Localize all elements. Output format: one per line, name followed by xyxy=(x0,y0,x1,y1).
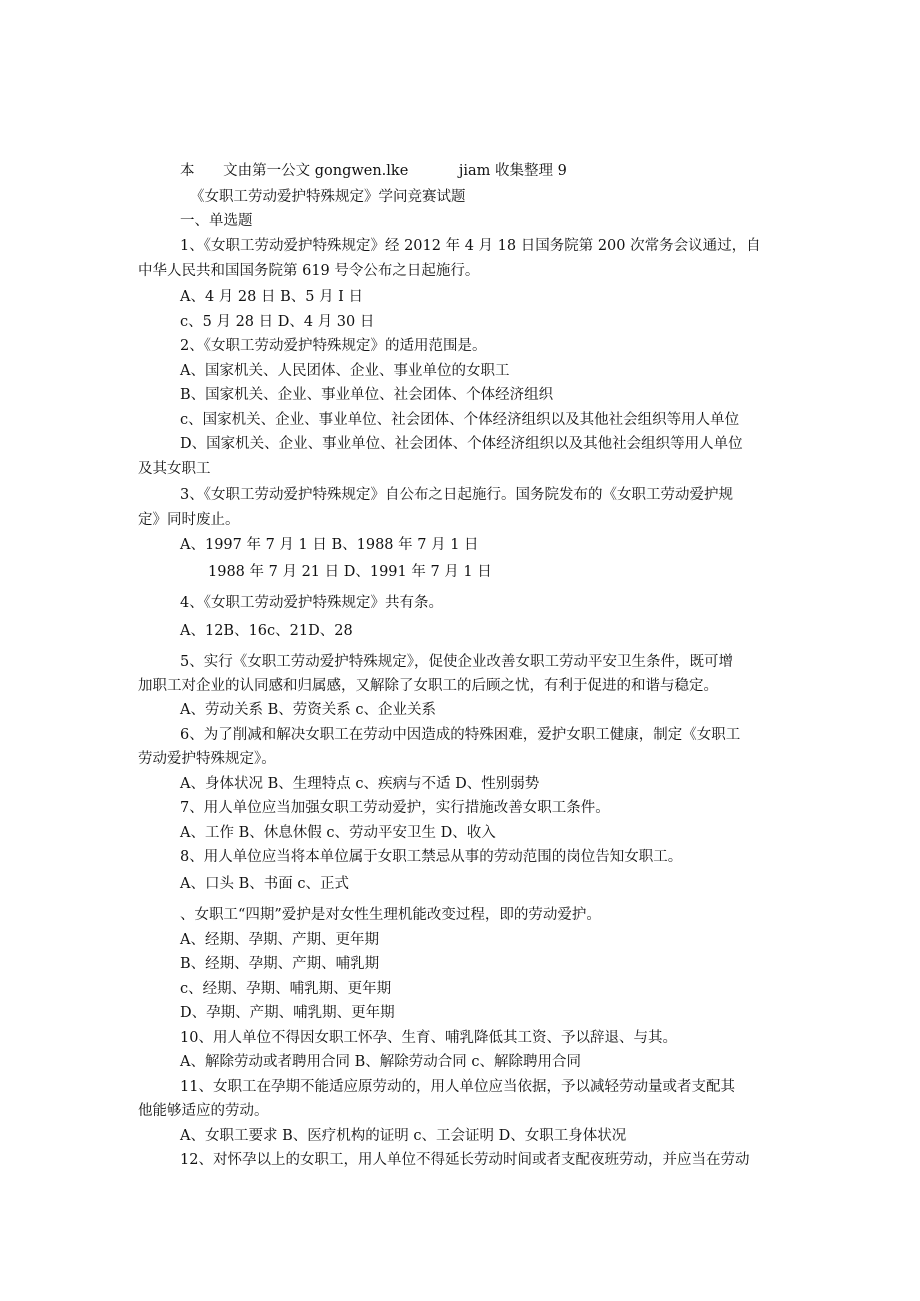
question-9: 、女职工“四期”爱护是对女性生理机能改变过程，即的劳动爱护。 xyxy=(180,907,601,923)
document-title: 《女职工劳动爱护特殊规定》学问竞赛试题 xyxy=(190,189,466,205)
question-3-options-2: 1988 年 7 月 21 日 D、1991 年 7 月 1 日 xyxy=(208,564,492,580)
header-part-2: 文由第一公文 gongwen.lke xyxy=(223,163,409,179)
question-5-line-2: 加职工对企业的认同感和归属感，又解除了女职工的后顾之忧，有利于促进的和谐与稳定。 xyxy=(138,678,718,694)
question-11-options: A、女职工要求 B、医疗机构的证明 c、工会证明 D、女职工身体状况 xyxy=(180,1128,627,1144)
question-7-options: A、工作 B、休息休假 c、劳动平安卫生 D、收入 xyxy=(180,825,496,841)
question-1-options-1: A、4 月 28 日 B、5 月 I 日 xyxy=(180,289,364,305)
question-3-line-1: 3、《女职工劳动爱护特殊规定》自公布之日起施行。国务院发布的《女职工劳动爱护规 xyxy=(180,487,733,503)
section-heading: 一、单选题 xyxy=(180,213,253,229)
source-header xyxy=(180,161,567,181)
question-6-line-1: 6、为了削减和解决女职工在劳动中因造成的特殊困难，爱护女职工健康，制定《女职工 xyxy=(180,727,741,743)
question-4-options: A、12B、16c、21D、28 xyxy=(180,623,353,639)
question-6-line-2: 劳动爱护特殊规定》。 xyxy=(138,751,276,767)
header-part-3: jiam 收集整理 9 xyxy=(458,163,567,179)
question-3-line-2: 定》同时废止。 xyxy=(138,512,240,528)
question-5-line-1: 5、实行《女职工劳动爱护特殊规定》，促使企业改善女职工劳动平安卫生条件，既可增 xyxy=(180,654,733,670)
question-10: 10、用人单位不得因女职工怀孕、生育、哺乳降低其工资、予以辞退、与其。 xyxy=(180,1030,677,1046)
question-9-option-a: A、经期、孕期、产期、更年期 xyxy=(180,932,379,948)
question-2-option-d-line-1: D、国家机关、企业、事业单位、社会团体、个体经济组织以及其他社会组织等用人单位 xyxy=(180,436,743,452)
question-2: 2、《女职工劳动爱护特殊规定》的适用范围是。 xyxy=(180,338,487,354)
question-12-line-1: 12、对怀孕以上的女职工，用人单位不得延长劳动时间或者支配夜班劳动，并应当在劳动 xyxy=(180,1152,750,1168)
question-1-options-2: c、5 月 28 日 D、4 月 30 日 xyxy=(180,314,375,330)
question-2-option-b: B、国家机关、企业、事业单位、社会团体、个体经济组织 xyxy=(180,387,554,403)
question-11-line-2: 他能够适应的劳动。 xyxy=(138,1103,269,1119)
question-9-option-c: c、经期、孕期、哺乳期、更年期 xyxy=(180,981,392,997)
question-10-options: A、解除劳动或者聘用合同 B、解除劳动合同 c、解除聘用合同 xyxy=(180,1054,581,1070)
question-6-options: A、身体状况 B、生理特点 c、疾病与不适 D、性别弱势 xyxy=(180,776,540,792)
question-2-option-d-line-2: 及其女职工 xyxy=(138,461,211,477)
question-2-option-a: A、国家机关、人民团体、企业、事业单位的女职工 xyxy=(180,363,510,379)
question-1-line-1: 1、《女职工劳动爱护特殊规定》经 2012 年 4 月 18 日国务院第 200 次常务会议通过，自 xyxy=(180,238,761,254)
question-11-line-1: 11、女职工在孕期不能适应原劳动的，用人单位应当依据，予以减轻劳动量或者支配其 xyxy=(180,1079,735,1095)
question-7: 7、用人单位应当加强女职工劳动爱护，实行措施改善女职工条件。 xyxy=(180,800,610,816)
question-4: 4、《女职工劳动爱护特殊规定》共有条。 xyxy=(180,595,443,611)
question-1-line-2: 中华人民共和国国务院第 619 号令公布之日起施行。 xyxy=(138,263,480,279)
header-part-1: 本 xyxy=(180,163,195,179)
question-9-option-b: B、经期、孕期、产期、哺乳期 xyxy=(180,956,380,972)
question-5-options: A、劳动关系 B、劳资关系 c、企业关系 xyxy=(180,702,436,718)
question-2-option-c: c、国家机关、企业、事业单位、社会团体、个体经济组织以及其他社会组织等用人单位 xyxy=(180,412,740,428)
question-8: 8、用人单位应当将本单位属于女职工禁忌从事的劳动范围的岗位告知女职工。 xyxy=(180,849,683,865)
question-9-option-d: D、孕期、产期、哺乳期、更年期 xyxy=(180,1005,395,1021)
question-3-options-1: A、1997 年 7 月 1 日 B、1988 年 7 月 1 日 xyxy=(180,537,479,553)
question-8-options: A、口头 B、书面 c、正式 xyxy=(180,876,349,892)
